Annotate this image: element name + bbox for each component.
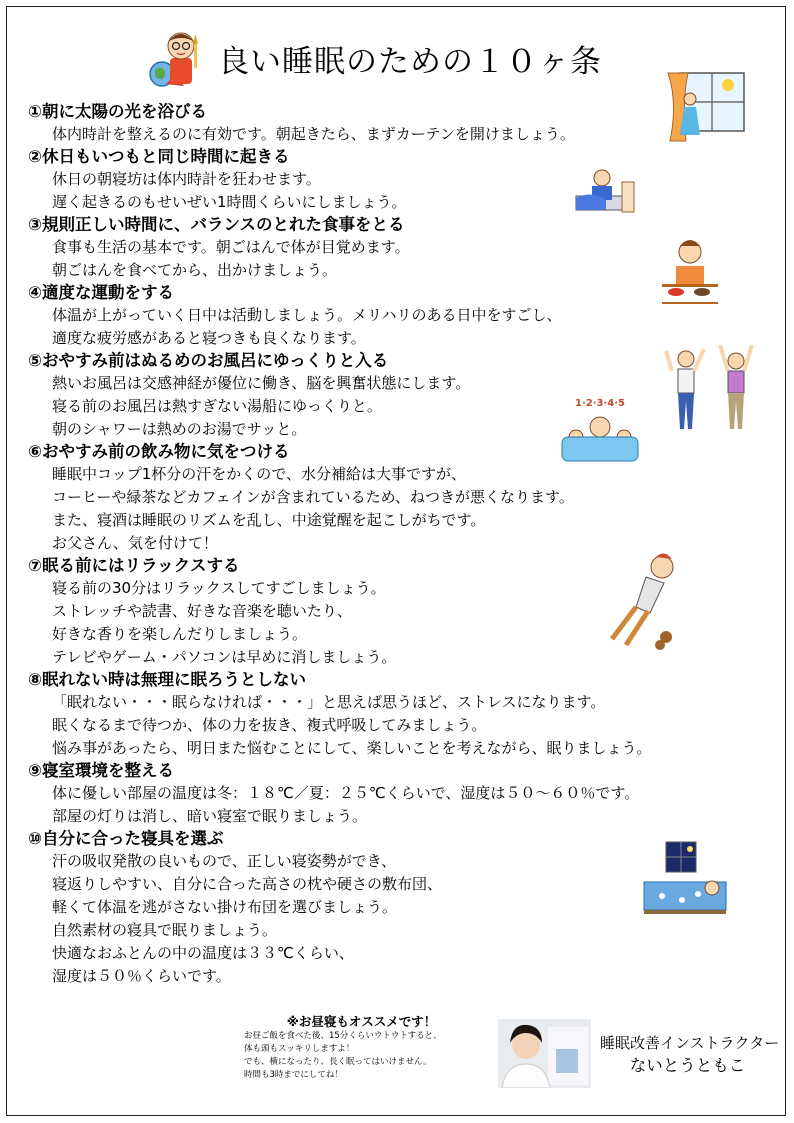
guideline-8 [28,669,768,760]
guideline-text: 自然素材の寝具で眠りましょう。 [52,921,278,939]
guideline-heading: ⑧眠れない時は無理に眠ろうとしない [28,670,306,689]
guideline-heading: ③規則正しい時間に、バランスのとれた食事をとる [28,215,405,234]
guideline-text: 好きな香りを楽しんだりしましょう。 [52,625,308,643]
guideline-heading: ⑨寝室環境を整える [28,761,174,780]
guideline-10 [28,828,768,988]
page-title: 良い睡眠のための１０ヶ条 [218,44,602,80]
guideline-text: 眠くなるまで待つか、体の力を抜き、複式呼吸してみましょう。 [52,716,487,734]
guideline-text: テレビやゲーム・パソコンは早めに消しましょう。 [52,648,397,666]
guideline-text: 休日の朝寝坊は体内時計を狂わせます。 [52,170,321,188]
guideline-text: 「眠れない・・・眠らなければ・・・」と思えば思うほど、ストレスになります。 [52,693,606,711]
guideline-9 [28,760,768,828]
instructor-info [600,1032,780,1078]
guideline-text: ストレッチや読書、好きな音楽を聴いたり、 [52,602,352,620]
guideline-text: 汗の吸収発散の良いもので、正しい寝姿勢ができ、 [52,852,397,870]
guideline-heading: ⑦眠る前にはリラックスする [28,556,240,575]
nap-note-title: ※お昼寝もオススメです！ [286,1014,437,1029]
guideline-heading: ⑥おやすみ前の飲み物に気をつける [28,442,290,461]
nap-note-line: 体も頭もスッキリしますよ！ [244,1044,355,1054]
nap-note-line: でも、横になったり、長く眠ってはいけません。 [244,1057,432,1067]
nap-note-line: お昼ご飯を食べた後、15分くらいウトウトすると、 [244,1031,442,1041]
guideline-text: 朝のシャワーは熱めのお湯でサッと。 [52,420,307,438]
guideline-heading: ⑩自分に合った寝具を選ぶ [28,829,224,848]
guideline-text: 寝返りしやすい、自分に合った高さの枕や硬さの敷布団、 [52,875,443,893]
guideline-heading: ⑤おやすみ前はぬるめのお風呂にゆっくりと入る [28,351,389,370]
guideline-text: 部屋の灯りは消し、暗い寝室で眠りましょう。 [52,807,368,825]
guideline-text: 朝ごはんを食べてから、出かけましょう。 [52,261,338,279]
guideline-2 [28,146,768,214]
nap-note [244,1014,479,1082]
guideline-text: 睡眠中コップ1杯分の汗をかくので、水分補給は大事ですが、 [52,465,466,483]
guideline-5 [28,350,768,441]
doctor-mascot-icon [148,24,212,92]
guideline-6 [28,441,768,555]
guideline-text: 軽くて体温を逃がさない掛け布団を選びましょう。 [52,898,398,916]
guideline-text: 寝る前の30分はリラックスしてすごしましょう。 [52,579,386,597]
guideline-heading: ①朝に太陽の光を浴びる [28,102,207,121]
guideline-text: また、寝酒は睡眠のリズムを乱し、中途覚醒を起こしがちです。 [52,511,486,529]
guideline-text: 寝る前のお風呂は熱すぎない湯船にゆっくりと。 [52,397,382,415]
guideline-3 [28,214,768,282]
guideline-1 [28,101,768,146]
guideline-7 [28,555,768,669]
guideline-text: 熱いお風呂は交感神経が優位に働き、脳を興奮状態にします。 [52,374,471,392]
guideline-4 [28,282,768,350]
guidelines-list [28,101,768,988]
guideline-text: 体内時計を整えるのに有効です。朝起きたら、まずカーテンを開けましょう。 [52,125,575,143]
guideline-text: お父さん、気を付けて！ [52,534,218,552]
guideline-text: 食事も生活の基本です。朝ごはんで体が目覚めます。 [52,238,410,256]
guideline-text: 適度な疲労感があると寝つきも良くなります。 [52,329,366,347]
instructor-photo [498,1019,591,1088]
guideline-text: 遅く起きるのもせいぜい1時間くらいにしましょう。 [52,193,407,211]
guideline-text: 快適なおふとんの中の温度は３３℃くらい、 [52,944,354,962]
instructor-title: 睡眠改善インストラクター [600,1034,780,1052]
guideline-text: 湿度は５０％くらいです。 [52,967,231,985]
guideline-heading: ④適度な運動をする [28,283,174,302]
guideline-text: コーヒーや緑茶などカフェインが含まれているため、ねつきが悪くなります。 [52,488,574,506]
bath-counter: 1·2·3·4·5 [575,398,625,409]
instructor-name: ないとうともこ [629,1056,746,1075]
guideline-text: 悩み事があったら、明日また悩むことにして、楽しいことを考えながら、眠りましょう。 [52,739,652,757]
guideline-text: 体温が上がっていく日中は活動しましょう。メリハリのある日中をすごし、 [52,306,562,324]
guideline-heading: ②休日もいつもと同じ時間に起きる [28,147,290,166]
nap-note-line: 時間も3時までにしてね！ [244,1070,343,1080]
guideline-text: 体に優しい部屋の温度は冬：１８℃／夏：２５℃くらいで、湿度は５０～６０％です。 [52,784,640,802]
